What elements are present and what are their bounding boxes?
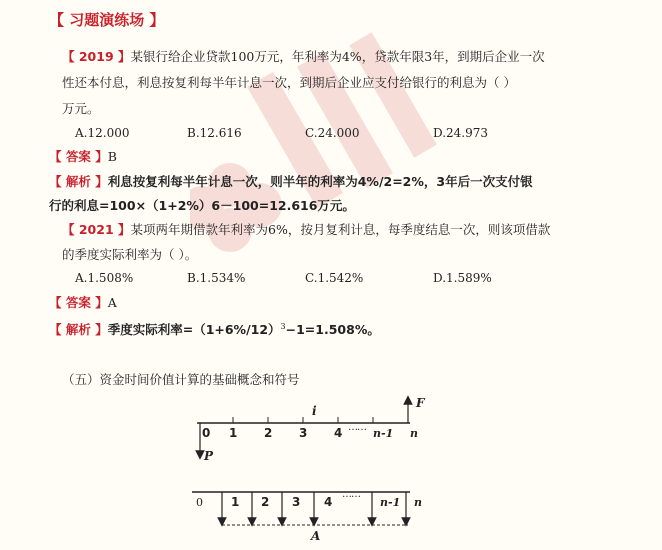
question-2-analysis-exponent: 3 <box>280 322 286 331</box>
question-1-analysis-line-1 <box>49 173 533 191</box>
diagram-2-tick-3: 3 <box>292 495 301 509</box>
question-2-option-d: D.1.589% <box>433 271 492 285</box>
diagram-2-tick-0: 0 <box>196 496 203 509</box>
question-2-analysis-tag: 【 解析 】 <box>49 322 108 338</box>
question-1-option-a: A.12.000 <box>75 126 130 140</box>
question-2-line-1 <box>62 221 550 239</box>
diagram-1-tick-n: n <box>410 427 418 440</box>
diagram-1-interest-label: i <box>312 404 317 418</box>
question-1-answer-tag: 【 答案 】 <box>49 149 108 164</box>
question-1-year-tag: 【 2019 】 <box>62 49 131 64</box>
diagram-1-tick-3: 3 <box>299 426 308 440</box>
question-2-answer-value: A <box>107 295 117 310</box>
question-1-text-1: 某银行给企业贷款100万元，年利率为4%，贷款年限3年，到期后企业一次 <box>130 49 545 64</box>
question-1-option-c: C.24.000 <box>305 126 360 140</box>
diagram-1-tick-4: 4 <box>334 426 343 440</box>
question-1-analysis-text-1: 利息按复利每半年计息一次，则半年的利率为4%/2=2%，3年后一次支付银 <box>107 174 533 189</box>
diagram-1-ellipsis: …… <box>348 422 366 433</box>
question-2-option-a: A.1.508% <box>75 271 134 285</box>
diagram-1-f-label: F <box>416 396 425 410</box>
question-2-answer-tag: 【 答案 】 <box>49 295 108 310</box>
question-1-line-3: 万元。 <box>62 101 100 116</box>
question-2-option-c: C.1.542% <box>305 271 364 285</box>
question-1-answer-value: B <box>107 149 117 164</box>
question-1-line-2: 性还本付息，利息按复利每半年计息一次，到期后企业应支付给银行的利息为（ ） <box>62 75 516 90</box>
section-title: 【 习题演练场 】 <box>49 11 165 29</box>
watermark-logo-icon <box>190 30 440 290</box>
question-2-analysis <box>49 318 380 339</box>
question-2-year-tag: 【 2021 】 <box>62 222 131 237</box>
question-2-line-2: 的季度实际利率为（ ）。 <box>62 247 198 262</box>
question-2-analysis-prefix: 季度实际利率=（1+6%/12） <box>107 322 281 338</box>
question-1-option-b: B.12.616 <box>187 126 242 140</box>
question-2-answer <box>49 294 117 312</box>
question-1-option-d: D.24.973 <box>433 126 488 140</box>
diagram-2-tick-1: 1 <box>231 495 240 509</box>
question-1-answer <box>49 148 117 166</box>
diagram-2-tick-n: n <box>414 496 422 509</box>
diagram-2-ellipsis: …… <box>342 489 360 500</box>
diagram-1-tick-n-1: n-1 <box>373 427 394 440</box>
diagram-2-tick-n-1: n-1 <box>380 496 401 509</box>
question-1-line-1 <box>62 48 545 66</box>
question-2-text-1: 某项两年期借款年利率为6%，按月复利计息，每季度结息一次，则该项借款 <box>130 222 551 237</box>
question-1-analysis-tag: 【 解析 】 <box>49 174 108 189</box>
question-2-analysis-suffix: −1=1.508%。 <box>285 322 380 338</box>
question-1-analysis-line-2: 行的利息=100×（1+2%）6－100=12.616万元。 <box>49 198 355 213</box>
diagram-1-tick-0: 0 <box>202 426 211 440</box>
diagram-2-tick-2: 2 <box>261 495 270 509</box>
diagram-1-p-label: P <box>204 449 214 463</box>
question-2-option-b: B.1.534% <box>187 271 246 285</box>
diagram-1-tick-1: 1 <box>229 426 238 440</box>
diagram-1-tick-2: 2 <box>264 426 273 440</box>
diagram-2-tick-4: 4 <box>324 495 333 509</box>
subsection-title: （五）资金时间价值计算的基础概念和符号 <box>62 372 300 387</box>
diagram-2-a-label: A <box>311 529 321 543</box>
